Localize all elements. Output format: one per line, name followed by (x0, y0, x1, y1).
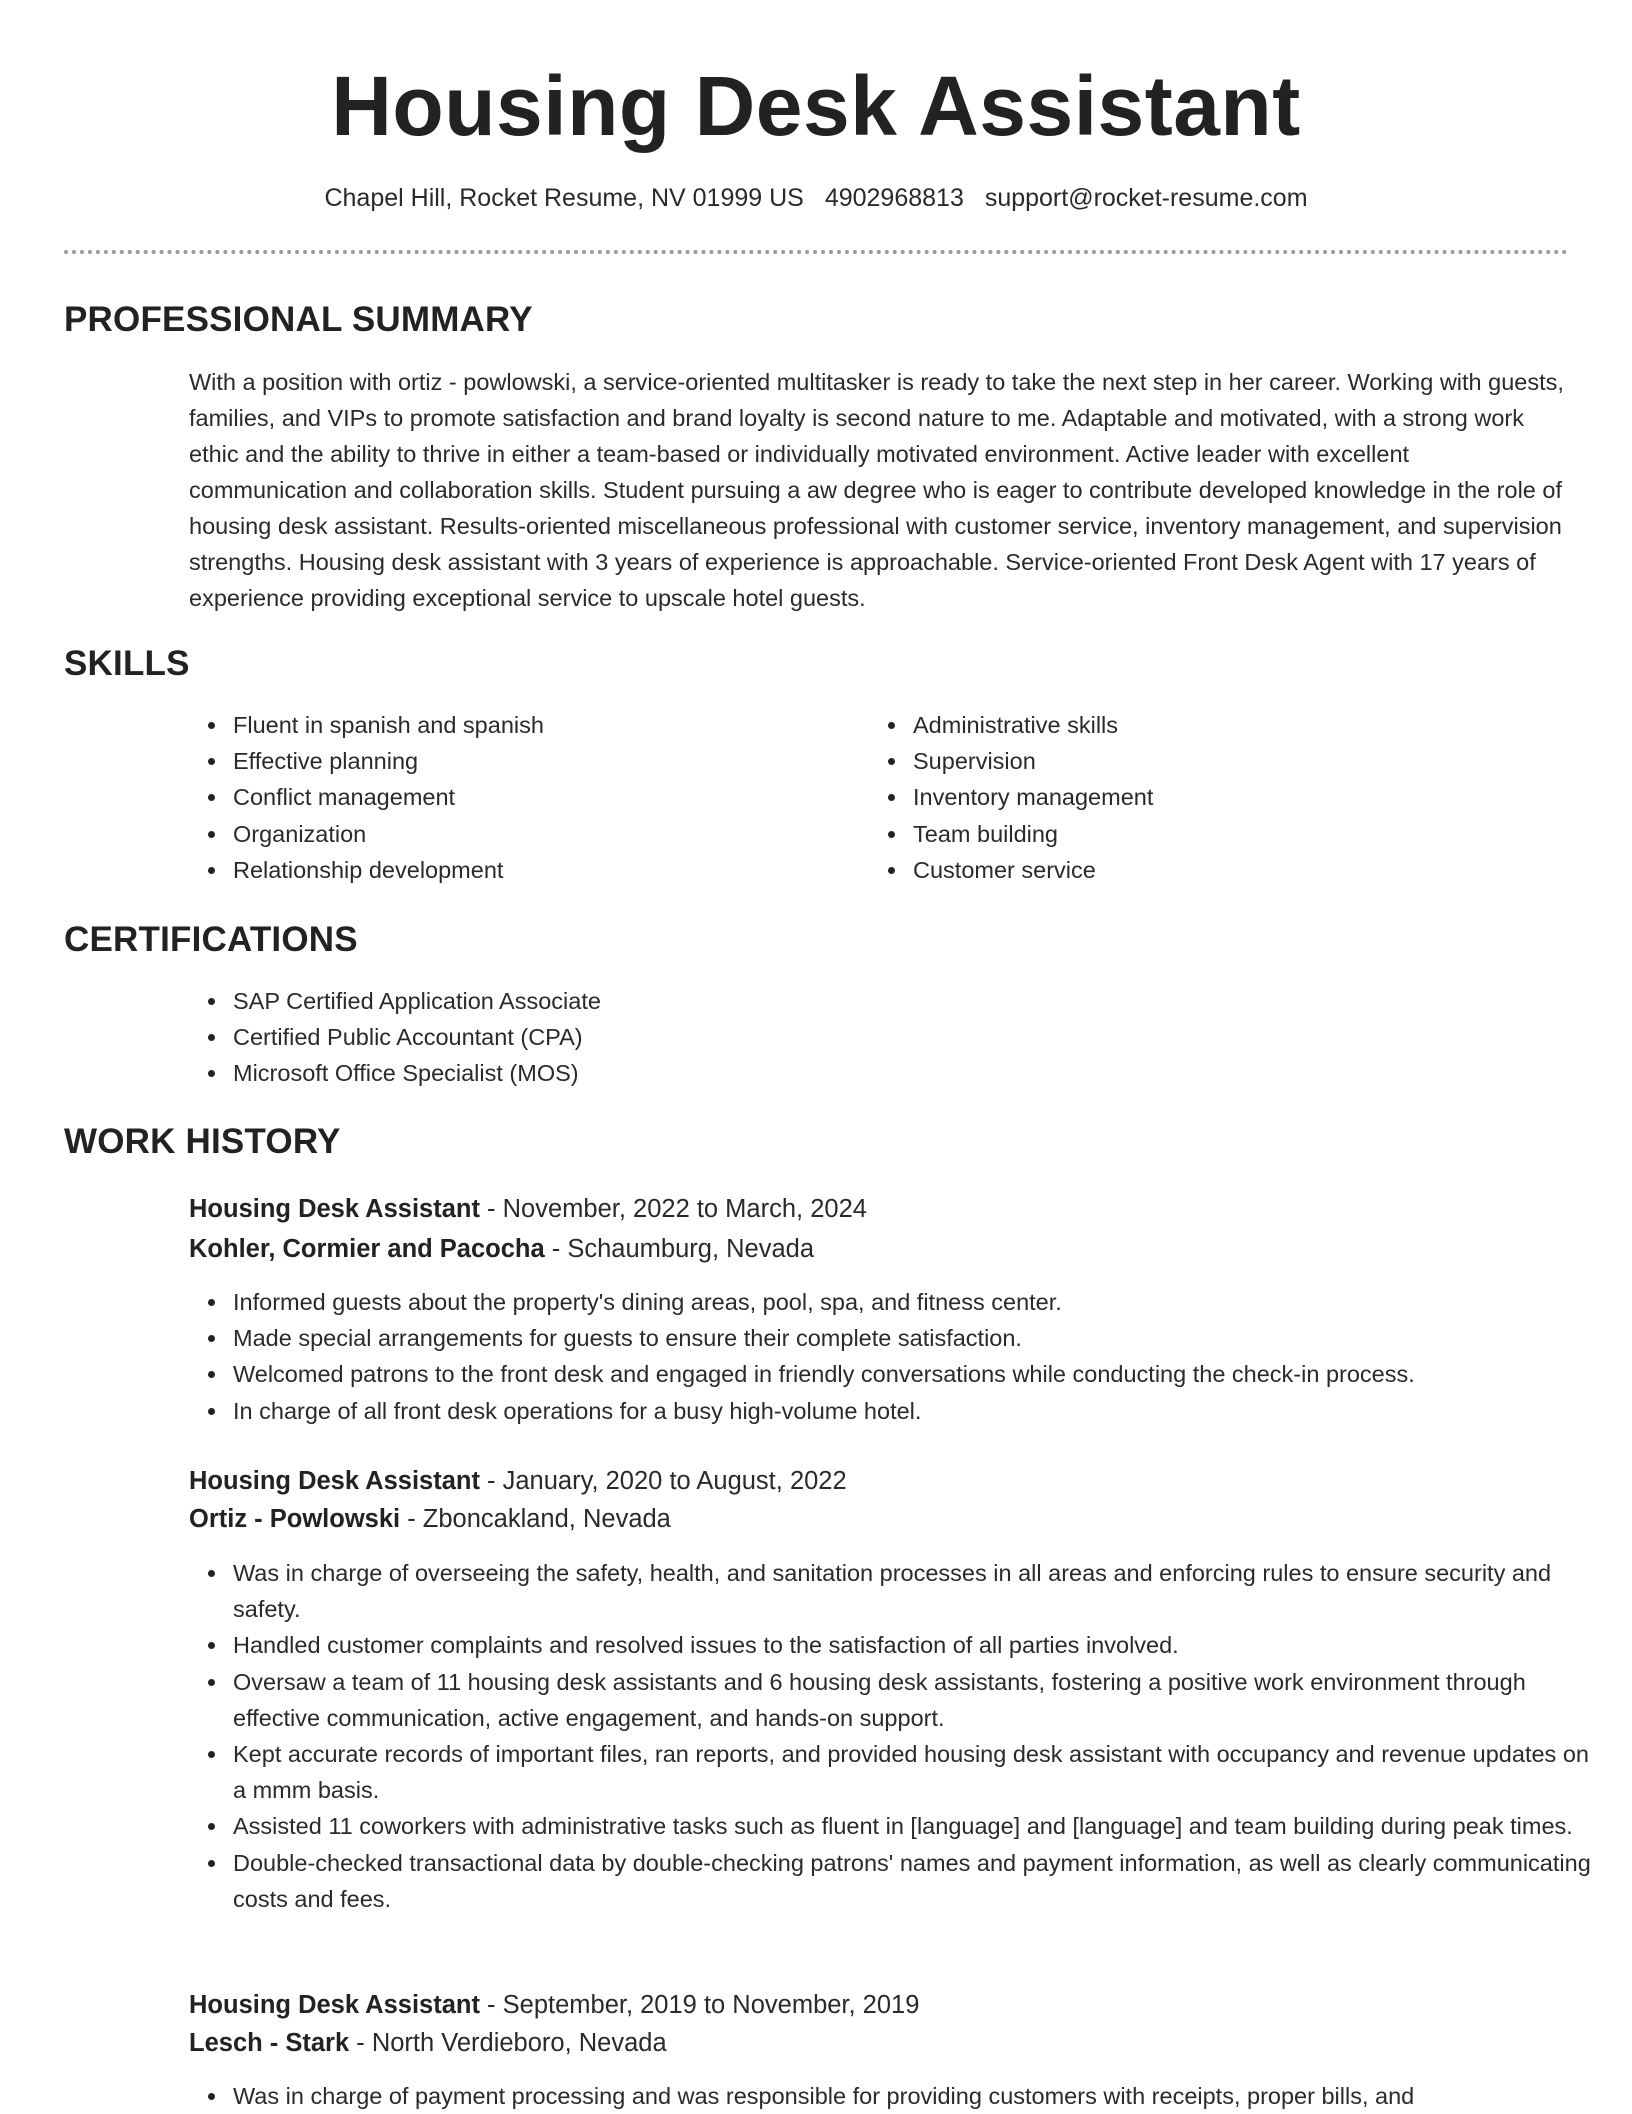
certification-item: Certified Public Accountant (CPA) (233, 1019, 1533, 1055)
job-location: - Zboncakland, Nevada (400, 1505, 671, 1533)
skill-item: Organization (233, 816, 853, 852)
job-bullet: Made special arrangements for guests to ensure their complete satisfaction. (233, 1320, 1613, 1356)
job-dates: - September, 2019 to November, 2019 (479, 1991, 920, 2019)
skills-list-right (869, 707, 1533, 888)
job-title-line (189, 1190, 867, 1228)
skill-item: Relationship development (233, 852, 853, 888)
job-bullets (189, 2078, 1613, 2114)
job-bullet: Kept accurate records of important files, ran reports, and provided housing desk assistant with occupancy and revenue updates on a mmm basis. (233, 1736, 1593, 1808)
job-location: - North Verdieboro, Nevada (349, 2029, 667, 2057)
skills-list-left (189, 707, 853, 888)
job-bullet: Was in charge of overseeing the safety, health, and sanitation processes in all areas and enforcing rules to ensure security and safety. (233, 1555, 1593, 1627)
skill-item: Customer service (913, 852, 1533, 888)
skill-item: Inventory management (913, 779, 1533, 815)
job-bullet: Double-checked transactional data by double-checking patrons' names and payment information, as well as clearly communicating costs and fees. (233, 1845, 1593, 1917)
certification-item: SAP Certified Application Associate (233, 983, 1533, 1019)
header-divider (64, 250, 1568, 254)
skill-item: Supervision (913, 743, 1533, 779)
contact-line (0, 180, 1632, 216)
skill-item: Administrative skills (913, 707, 1533, 743)
job-title-line (189, 1462, 847, 1500)
candidate-name: Housing Desk Assistant (331, 59, 1301, 153)
skill-item: Conflict management (233, 779, 853, 815)
job-dates: - January, 2020 to August, 2022 (479, 1467, 847, 1495)
contact-email: support@rocket-resume.com (984, 184, 1308, 212)
contact-address: Chapel Hill, Rocket Resume, NV 01999 US (324, 184, 804, 212)
job-role: Housing Desk Assistant (189, 1467, 480, 1495)
job-bullets (189, 1555, 1593, 1917)
job-company-line (189, 1230, 814, 1268)
work-history-heading: WORK HISTORY (64, 1122, 341, 1161)
job-bullet: In charge of all front desk operations for a busy high-volume hotel. (233, 1393, 1613, 1429)
job-role: Housing Desk Assistant (189, 1195, 480, 1223)
job-company-line (189, 2024, 667, 2062)
job-location: - Schaumburg, Nevada (544, 1235, 815, 1263)
summary-heading: PROFESSIONAL SUMMARY (64, 300, 533, 339)
job-bullet: Assisted 11 coworkers with administrative tasks such as fluent in [language] and [language] and team building during peak times. (233, 1808, 1593, 1844)
job-dates: - November, 2022 to March, 2024 (479, 1195, 867, 1223)
skills-heading: SKILLS (64, 644, 190, 683)
job-bullet: Was in charge of payment processing and was responsible for providing customers with receipts, proper bills, and (233, 2078, 1613, 2114)
job-bullet: Welcomed patrons to the front desk and engaged in friendly conversations while conducting the check-in process. (233, 1356, 1613, 1392)
job-bullet: Oversaw a team of 11 housing desk assistants and 6 housing desk assistants, fostering a positive work environment through effective communication, active engagement, and hands-on support. (233, 1664, 1593, 1736)
job-company: Kohler, Cormier and Pacocha (189, 1235, 545, 1263)
skill-item: Effective planning (233, 743, 853, 779)
skill-item: Fluent in spanish and spanish (233, 707, 853, 743)
certification-item: Microsoft Office Specialist (MOS) (233, 1055, 1533, 1091)
certifications-heading: CERTIFICATIONS (64, 920, 358, 959)
job-title-line (189, 1986, 919, 2024)
job-bullet: Handled customer complaints and resolved issues to the satisfaction of all parties involved. (233, 1627, 1593, 1663)
job-company: Ortiz - Powlowski (189, 1505, 401, 1533)
job-company-line (189, 1500, 671, 1538)
job-company: Lesch - Stark (189, 2029, 350, 2057)
certifications-list (189, 983, 1533, 1092)
job-bullets (189, 1284, 1613, 1429)
summary-text: With a position with ortiz - powlowski, a service-oriented multitasker is ready to take the next step in her career. Working with guests, families, and VIPs to promote satisfaction and brand loyalty is second nature to me. Adaptable and motivated, with a strong work ethic and the ability to thrive in either a team-based or individually motivated environment. Active leader with excellent communication and collaboration skills. Student pursuing a aw degree who is eager to contribute developed knowledge in the role of housing desk assistant. Results-oriented miscellaneous professional with customer service, inventory management, and supervision strengths. Housing desk assistant with 3 years of experience is approachable. Service-oriented Front Desk Agent with 17 years of experience providing exceptional service to upscale hotel guests. (189, 369, 1564, 611)
job-role: Housing Desk Assistant (189, 1991, 480, 2019)
job-bullet: Informed guests about the property's dining areas, pool, spa, and fitness center. (233, 1284, 1613, 1320)
contact-phone: 4902968813 (824, 184, 964, 212)
skill-item: Team building (913, 816, 1533, 852)
